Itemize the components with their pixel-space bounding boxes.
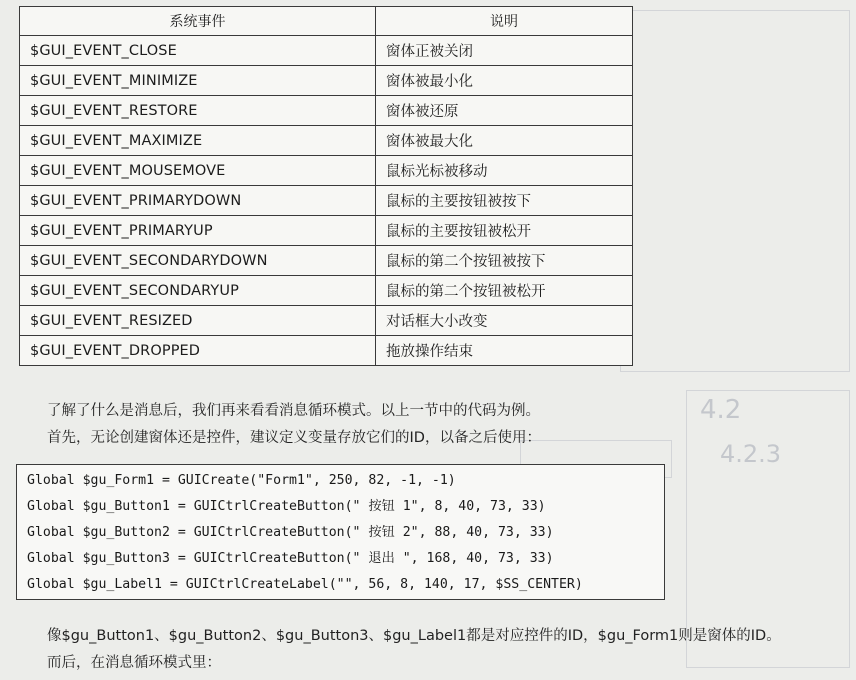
event-name-cell: $GUI_EVENT_SECONDARYUP: [20, 276, 376, 306]
code-block: [16, 464, 665, 600]
event-description-cell: 窗体被最小化: [376, 66, 633, 96]
event-name-cell: $GUI_EVENT_MOUSEMOVE: [20, 156, 376, 186]
table-row: [20, 126, 633, 156]
event-name-cell: $GUI_EVENT_RESIZED: [20, 306, 376, 336]
event-description-cell: 鼠标的主要按钮被松开: [376, 216, 633, 246]
event-description-cell: 窗体被最大化: [376, 126, 633, 156]
table-header-row: [20, 7, 633, 36]
table-row: [20, 216, 633, 246]
code-line: Global $gu_Button2 = GUICtrlCreateButton(" 按钮 2", 88, 40, 73, 33): [27, 525, 554, 540]
table-row: [20, 246, 633, 276]
header-description: 说明: [376, 7, 633, 36]
gui-event-table: [19, 6, 633, 366]
event-name-cell: $GUI_EVENT_SECONDARYDOWN: [20, 246, 376, 276]
header-system-event: 系统事件: [20, 7, 376, 36]
table-row: [20, 96, 633, 126]
event-name-cell: $GUI_EVENT_PRIMARYDOWN: [20, 186, 376, 216]
table-row: [20, 276, 633, 306]
table-row: [20, 66, 633, 96]
outro-line-2: 而后，在消息循环模式里：: [47, 655, 221, 671]
event-description-cell: 窗体正被关闭: [376, 36, 633, 66]
event-name-cell: $GUI_EVENT_MINIMIZE: [20, 66, 376, 96]
code-line: Global $gu_Button3 = GUICtrlCreateButton(" 退出 ", 168, 40, 73, 33): [27, 551, 554, 566]
event-description-cell: 对话框大小改变: [376, 306, 633, 336]
event-description-cell: 鼠标的第二个按钮被松开: [376, 276, 633, 306]
event-name-cell: $GUI_EVENT_CLOSE: [20, 36, 376, 66]
event-description-cell: 鼠标的主要按钮被按下: [376, 186, 633, 216]
event-name-cell: $GUI_EVENT_MAXIMIZE: [20, 126, 376, 156]
table-row: [20, 186, 633, 216]
code-line: Global $gu_Label1 = GUICtrlCreateLabel("", 56, 8, 140, 17, $SS_CENTER): [27, 577, 583, 592]
intro-line-1: 了解了什么是消息后，我们再来看看消息循环模式。以上一节中的代码为例。: [47, 403, 540, 419]
event-description-cell: 鼠标光标被移动: [376, 156, 633, 186]
event-name-cell: $GUI_EVENT_RESTORE: [20, 96, 376, 126]
event-description-cell: 鼠标的第二个按钮被按下: [376, 246, 633, 276]
code-line: Global $gu_Form1 = GUICreate("Form1", 250, 82, -1, -1): [27, 473, 456, 488]
table-row: [20, 336, 633, 366]
table-row: [20, 156, 633, 186]
event-name-cell: $GUI_EVENT_PRIMARYUP: [20, 216, 376, 246]
table-row: [20, 36, 633, 66]
intro-line-2: 首先，无论创建窗体还是控件，建议定义变量存放它们的ID，以备之后使用：: [47, 430, 541, 446]
event-description-cell: 拖放操作结束: [376, 336, 633, 366]
code-line: Global $gu_Button1 = GUICtrlCreateButton(" 按钮 1", 8, 40, 73, 33): [27, 499, 546, 514]
event-name-cell: $GUI_EVENT_DROPPED: [20, 336, 376, 366]
table-row: [20, 306, 633, 336]
outro-line-1: 像$gu_Button1、$gu_Button2、$gu_Button3、$gu_Label1都是对应控件的ID，$gu_Form1则是窗体的ID。: [47, 628, 781, 644]
event-description-cell: 窗体被还原: [376, 96, 633, 126]
